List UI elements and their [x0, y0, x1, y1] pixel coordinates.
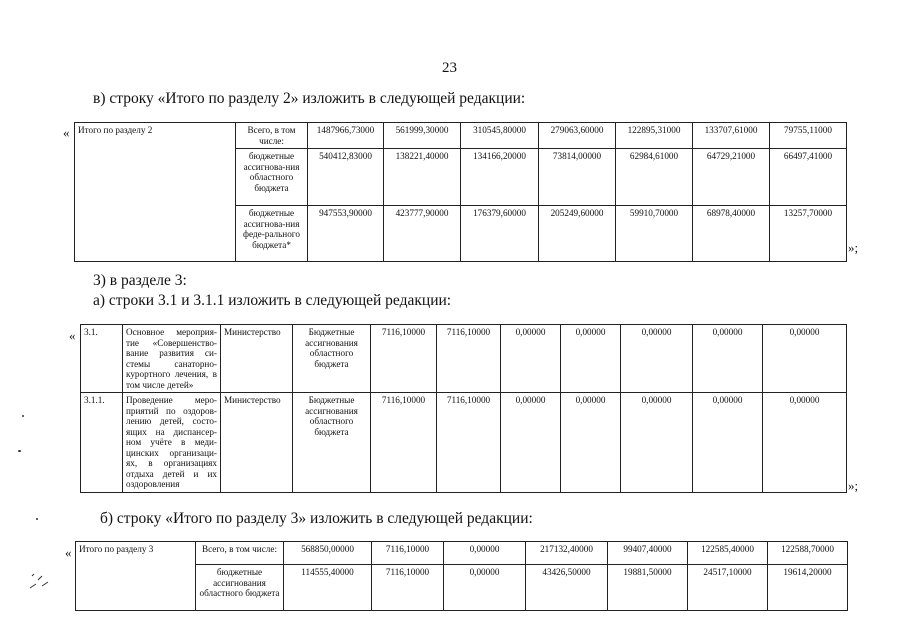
row-label: Итого по разделу 2	[75, 123, 236, 262]
open-quote-1: «	[63, 125, 70, 140]
value-cell: 7116,10000	[372, 565, 444, 611]
value-cell: 1487966,73000	[308, 123, 384, 149]
value-cell: 24517,10000	[688, 565, 768, 611]
table-row	[81, 325, 847, 393]
value-cell: 134166,20000	[461, 149, 539, 206]
section-3a-heading: а) строки 3.1 и 3.1.1 изложить в следующей редакции:	[93, 292, 452, 309]
row-label: Итого по разделу 3	[76, 542, 196, 611]
row-number: 3.1.1.	[81, 393, 123, 493]
value-cell: 0,00000	[763, 393, 847, 493]
page-number: 23	[442, 60, 457, 76]
scan-speck	[22, 415, 24, 417]
value-cell: 0,00000	[693, 393, 763, 493]
scan-scribble	[28, 570, 52, 592]
table-itogo-razdel-3	[75, 541, 848, 611]
value-cell: 0,00000	[561, 393, 621, 493]
section-3-heading: 3) в разделе 3:	[93, 272, 187, 289]
value-cell: 0,00000	[621, 325, 693, 393]
table-stroki-3-1	[80, 324, 847, 493]
row-number: 3.1.	[81, 325, 123, 393]
value-cell: 423777,90000	[384, 206, 461, 262]
value-cell: 62984,61000	[616, 149, 693, 206]
value-cell: 568850,00000	[284, 542, 372, 565]
value-cell: 947553,90000	[308, 206, 384, 262]
value-cell: 114555,40000	[284, 565, 372, 611]
value-cell: 0,00000	[444, 565, 526, 611]
section-heading-b: в) строку «Итого по разделу 2» изложить в следующей редакции:	[93, 90, 526, 107]
value-cell: 19614,20000	[768, 565, 848, 611]
row-source: Бюджетные ассигнования областного бюджета	[293, 325, 371, 393]
value-cell: 0,00000	[501, 325, 561, 393]
value-cell: 7116,10000	[371, 393, 437, 493]
value-cell: 7116,10000	[371, 325, 437, 393]
row-type: бюджетные ассигнова-ния областного бюджета	[236, 149, 308, 206]
value-cell: 13257,70000	[770, 206, 847, 262]
value-cell: 561999,30000	[384, 123, 461, 149]
value-cell: 68978,40000	[693, 206, 770, 262]
open-quote-3: «	[65, 545, 72, 560]
row-source: Бюджетные ассигнования областного бюджета	[293, 393, 371, 493]
open-quote-2: «	[69, 328, 76, 343]
value-cell: 7116,10000	[372, 542, 444, 565]
value-cell: 133707,61000	[693, 123, 770, 149]
row-executor: Министерство	[221, 393, 293, 493]
scan-speck	[36, 518, 38, 520]
value-cell: 0,00000	[444, 542, 526, 565]
value-cell: 122895,31000	[616, 123, 693, 149]
value-cell: 7116,10000	[437, 393, 501, 493]
value-cell: 79755,11000	[770, 123, 847, 149]
row-executor: Министерство	[221, 325, 293, 393]
value-cell: 7116,10000	[437, 325, 501, 393]
value-cell: 0,00000	[561, 325, 621, 393]
value-cell: 0,00000	[621, 393, 693, 493]
value-cell: 73814,00000	[539, 149, 616, 206]
table-row	[81, 393, 847, 493]
value-cell: 0,00000	[501, 393, 561, 493]
value-cell: 66497,41000	[770, 149, 847, 206]
value-cell: 0,00000	[763, 325, 847, 393]
table-row	[75, 123, 847, 149]
value-cell: 19881,50000	[608, 565, 688, 611]
value-cell: 310545,80000	[461, 123, 539, 149]
scan-speck	[18, 450, 21, 452]
table-itogo-razdel-2	[74, 122, 847, 262]
close-quote-1: »;	[848, 240, 859, 255]
row-type: бюджетные ассигнова-ния феде-рального бюджета*	[236, 206, 308, 262]
section-3b-heading: б) строку «Итого по разделу 3» изложить в следующей редакции:	[100, 510, 533, 527]
value-cell: 0,00000	[693, 325, 763, 393]
value-cell: 176379,60000	[461, 206, 539, 262]
value-cell: 99407,40000	[608, 542, 688, 565]
value-cell: 279063,60000	[539, 123, 616, 149]
row-name: Основное мероприя-тие «Совершенство-вание развития си-стемы санаторно-курортного лечения, в том числе детей»	[123, 325, 221, 393]
row-type: Всего, в том числе:	[236, 123, 308, 149]
value-cell: 122588,70000	[768, 542, 848, 565]
value-cell: 43426,50000	[526, 565, 608, 611]
value-cell: 64729,21000	[693, 149, 770, 206]
row-name: Проведение меро-приятий по оздоров-лению детей, состо-ящих на диспансер-ном учёте в меди-цинских организаци-ях, в организациях отдыха детей и их оздоровления	[123, 393, 221, 493]
value-cell: 59910,70000	[616, 206, 693, 262]
table-row	[76, 542, 848, 565]
value-cell: 217132,40000	[526, 542, 608, 565]
value-cell: 540412,83000	[308, 149, 384, 206]
row-type: бюджетные ассигнования областного бюджета	[196, 565, 284, 611]
value-cell: 122585,40000	[688, 542, 768, 565]
row-type: Всего, в том числе:	[196, 542, 284, 565]
value-cell: 138221,40000	[384, 149, 461, 206]
close-quote-2: »;	[848, 478, 859, 493]
value-cell: 205249,60000	[539, 206, 616, 262]
